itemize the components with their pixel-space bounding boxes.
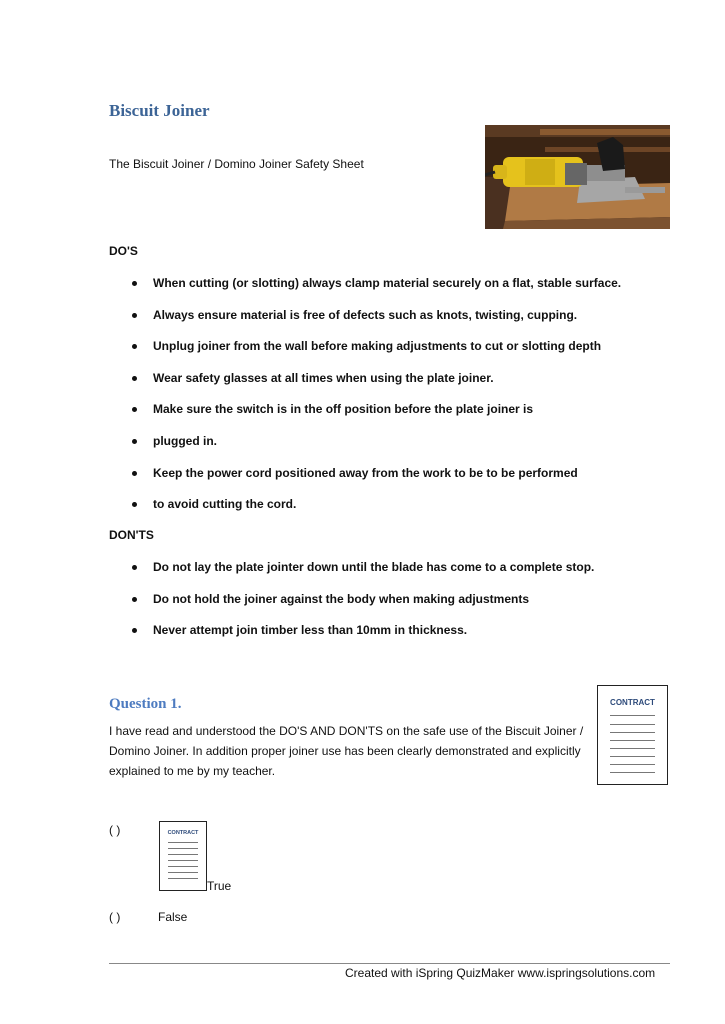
- question-text: I have read and understood the DO'S AND DON'TS on the safe use of the Biscuit Joiner / Domino Joiner. In addition proper joiner use has been clearly demonstrated and explicitly explained to me by my teacher.: [109, 724, 584, 778]
- bullet-icon: [132, 407, 137, 412]
- bullet-icon: [132, 439, 137, 444]
- list-item-text: to avoid cutting the cord.: [153, 497, 297, 511]
- contract-icon-label: CONTRACT: [610, 698, 655, 707]
- option-false-label[interactable]: False: [158, 910, 188, 924]
- bullet-icon: [132, 281, 137, 286]
- list-item-text: Keep the power cord positioned away from the work to be to be performed: [153, 466, 578, 480]
- contract-icon: [597, 685, 668, 785]
- dos-label: DO'S: [109, 244, 138, 258]
- footer-credit: Created with iSpring QuizMaker www.ispringsolutions.com: [345, 966, 656, 980]
- donts-label: DON'TS: [109, 528, 154, 542]
- list-item-text: Never attempt join timber less than 10mm in thickness.: [153, 623, 468, 637]
- footer-divider: [109, 963, 670, 964]
- list-item-text: Do not hold the joiner against the body when making adjustments: [153, 592, 530, 606]
- option-true-label[interactable]: True: [207, 879, 232, 893]
- page-title: Biscuit Joiner: [109, 101, 210, 120]
- bullet-icon: [132, 502, 137, 507]
- bullet-icon: [132, 376, 137, 381]
- biscuit-joiner-illustration: [485, 125, 670, 229]
- option-true-radio[interactable]: ( ): [109, 823, 121, 837]
- bullet-icon: [132, 344, 137, 349]
- list-item-text: Do not lay the plate jointer down until the blade has come to a complete stop.: [153, 560, 595, 574]
- list-item-text: Unplug joiner from the wall before making adjustments to cut or slotting depth: [153, 339, 602, 353]
- question-heading: Question 1.: [109, 696, 182, 712]
- list-item-text: Make sure the switch is in the off position before the plate joiner is: [153, 402, 534, 416]
- bullet-icon: [132, 565, 137, 570]
- option-false-radio[interactable]: ( ): [109, 910, 121, 924]
- bullet-icon: [132, 628, 137, 633]
- list-item-text: Always ensure material is free of defects such as knots, twisting, cupping.: [153, 308, 578, 322]
- list-item-text: Wear safety glasses at all times when using the plate joiner.: [153, 371, 494, 385]
- bullet-icon: [132, 313, 137, 318]
- contract-icon: [159, 821, 207, 891]
- page-subtitle: The Biscuit Joiner / Domino Joiner Safety Sheet: [109, 157, 364, 171]
- contract-icon-label: CONTRACT: [167, 830, 199, 836]
- list-item-text: When cutting (or slotting) always clamp material securely on a flat, stable surface.: [153, 276, 622, 290]
- bullet-icon: [132, 597, 137, 602]
- bullet-icon: [132, 471, 137, 476]
- list-item-text: plugged in.: [153, 434, 217, 448]
- biscuit-joiner-photo: [485, 125, 670, 229]
